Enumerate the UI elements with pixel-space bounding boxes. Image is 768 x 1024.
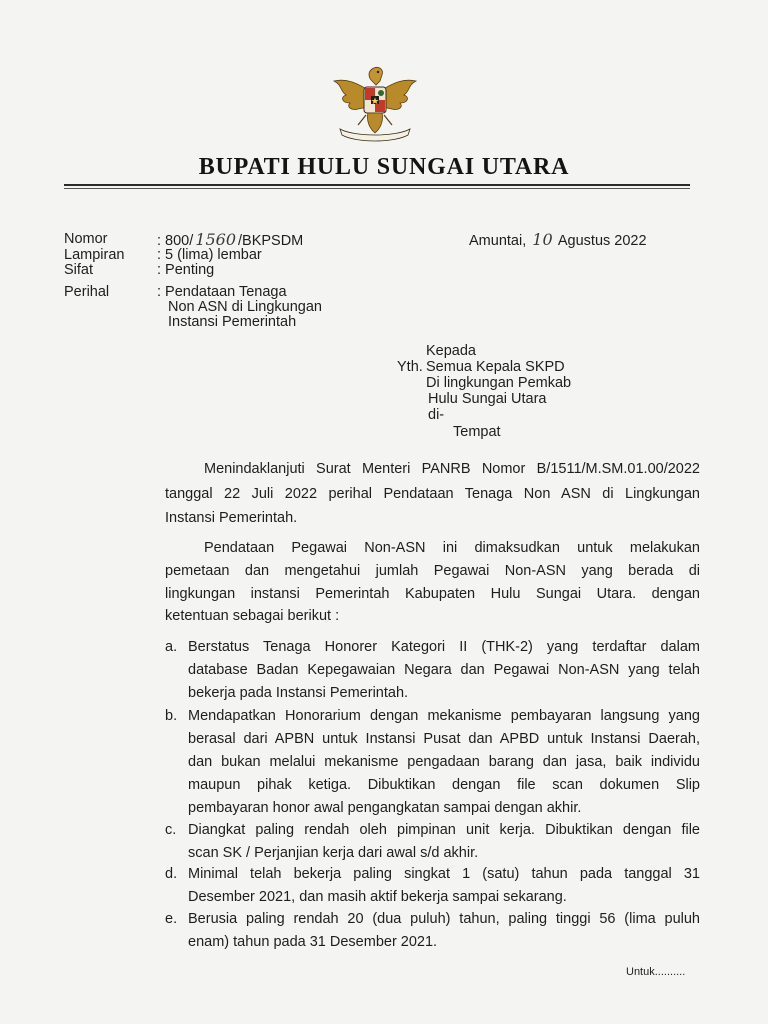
recipient-line-2: Di lingkungan Pemkab	[426, 375, 572, 391]
list-item-b-line-1: Mendapatkan Honorarium dengan mekanisme pembayaran langsung yang	[188, 708, 700, 724]
recipient-line-5: Tempat	[453, 424, 501, 440]
para2-line-2: pemetaan dan mengetahui jumlah Pegawai Non-ASN yang berada di	[165, 563, 700, 579]
list-item-e-line-1: Berusia paling rendah 20 (dua puluh) tahun, paling tinggi 56 (lima puluh	[188, 911, 700, 927]
recipient-kepada: Kepada	[426, 343, 476, 359]
list-item-b-line-2: berasal dari APBN untuk Instansi Pusat dan APBD untuk Instansi Daerah,	[188, 731, 700, 747]
nomor-handwritten: 1560	[195, 230, 236, 249]
list-item-a-line-3: bekerja pada Instansi Pemerintah.	[188, 685, 409, 701]
date-month-year: Agustus 2022	[557, 233, 647, 249]
letterhead-title: BUPATI HULU SUNGAI UTARA	[198, 154, 570, 180]
para1-line-3: Instansi Pemerintah.	[165, 510, 298, 526]
date-place: Amuntai,	[469, 233, 527, 249]
nomor-prefix: : 800/	[157, 233, 194, 249]
letterhead-rule-thin	[64, 188, 690, 189]
date-day-handwritten: 10	[532, 230, 553, 249]
list-item-d-letter: d.	[165, 866, 178, 882]
list-item-b-line-5: pembayaran honor awal pengangkatan sampai dengan akhir.	[188, 800, 582, 816]
nomor-label: Nomor	[64, 231, 108, 247]
list-item-d-line-2: Desember 2021, dan masih aktif bekerja sampai sekarang.	[188, 889, 567, 905]
dateline	[469, 231, 647, 250]
para1-line-2: tanggal 22 Juli 2022 perihal Pendataan Tenaga Non ASN di Lingkungan	[165, 486, 700, 502]
list-item-c-line-2: scan SK / Perjanjian kerja dari awal s/d akhir.	[188, 845, 479, 861]
sifat-label: Sifat	[64, 262, 94, 278]
list-item-d-line-1: Minimal telah bekerja paling singkat 1 (satu) tahun pada tanggal 31	[188, 866, 700, 882]
garuda-pancasila-emblem-icon	[328, 63, 422, 147]
perihal-label: Perihal	[64, 284, 110, 300]
list-item-b-letter: b.	[165, 708, 178, 724]
para1-line-1: Menindaklanjuti Surat Menteri PANRB Nomor B/1511/M.SM.01.00/2022	[204, 461, 700, 477]
recipient-yth: Yth.	[397, 359, 423, 375]
list-item-a-line-1: Berstatus Tenaga Honorer Kategori II (THK-2) yang terdaftar dalam	[188, 639, 700, 655]
lampiran-value: : 5 (lima) lembar	[157, 247, 262, 263]
list-item-c-line-1: Diangkat paling rendah oleh pimpinan unit kerja. Dibuktikan dengan file	[188, 822, 700, 838]
lampiran-label: Lampiran	[64, 247, 125, 263]
list-item-a-line-2: database Badan Kepegawaian Negara dan Pegawai Non-ASN yang telah	[188, 662, 700, 678]
para2-line-3: lingkungan instansi Pemerintah Kabupaten Hulu Sungai Utara. dengan	[165, 586, 700, 602]
perihal-line-1: : Pendataan Tenaga	[157, 284, 287, 300]
para2-line-4: ketentuan sebagai berikut :	[165, 608, 340, 624]
para2-line-1: Pendataan Pegawai Non-ASN ini dimaksudkan untuk melakukan	[204, 540, 700, 556]
recipient-line-4: di-	[428, 407, 445, 423]
recipient-line-3: Hulu Sungai Utara	[428, 391, 547, 407]
sifat-value: : Penting	[157, 262, 215, 278]
list-item-c-letter: c.	[165, 822, 177, 838]
letterhead-rule-thick	[64, 184, 690, 186]
list-item-a-letter: a.	[165, 639, 178, 655]
perihal-line-3: Instansi Pemerintah	[168, 314, 297, 330]
recipient-line-1: Semua Kepala SKPD	[426, 359, 565, 375]
nomor-suffix: /BKPSDM	[238, 233, 304, 249]
list-item-e-line-2: enam) tahun pada 31 Desember 2021.	[188, 934, 438, 950]
list-item-e-letter: e.	[165, 911, 178, 927]
list-item-b-line-3: dan bukan melalui mekanisme pengadaan barang dan jasa, baik individu	[188, 754, 700, 770]
next-page-hint: Untuk..........	[626, 966, 686, 978]
list-item-b-line-4: maupun pihak ketiga. Dibuktikan dengan file scan dokumen Slip	[188, 777, 700, 793]
perihal-line-2: Non ASN di Lingkungan	[168, 299, 322, 315]
